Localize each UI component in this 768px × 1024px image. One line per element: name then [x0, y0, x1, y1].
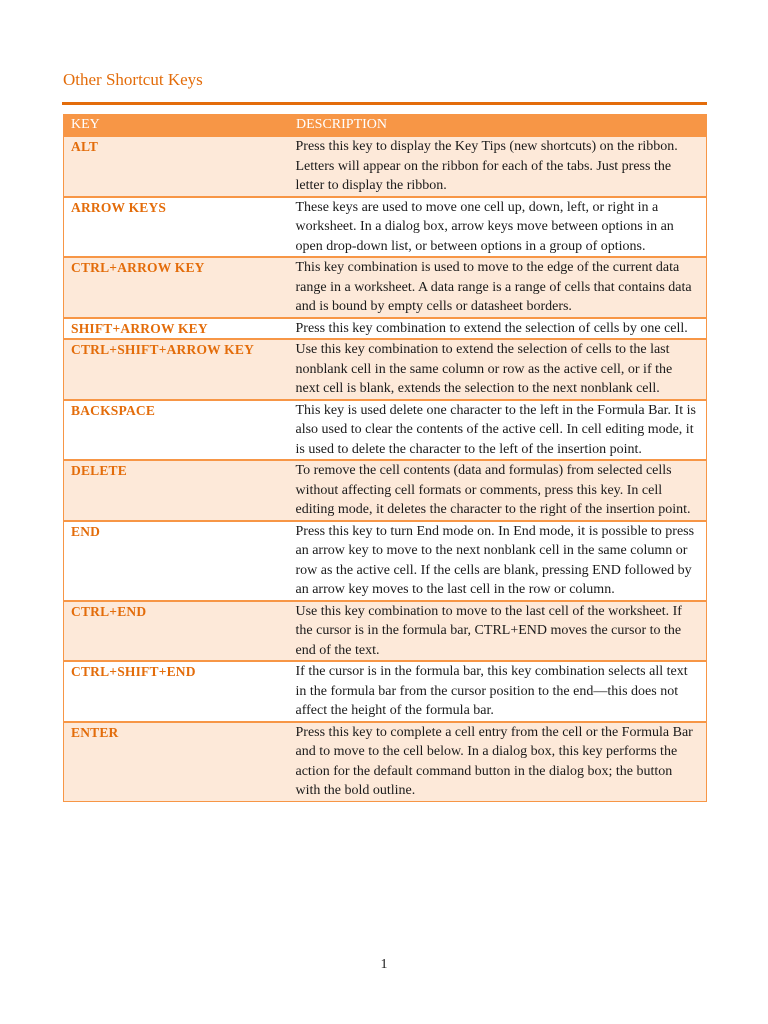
shortcut-key-cell: ENTER: [64, 722, 289, 802]
table-row: [64, 339, 707, 400]
section-title: Other Shortcut Keys: [63, 70, 203, 89]
table-row: [64, 197, 707, 258]
shortcut-description-cell: Press this key combination to extend the selection of cells by one cell.: [289, 318, 707, 340]
shortcut-description-cell: Press this key to turn End mode on. In End mode, it is possible to press an arrow key to move to the next nonblank cell in the same column or row as the active cell. If the cells are blank, pressing END followed by an arrow key moves to the last cell in the row or column.: [289, 521, 707, 601]
shortcut-key-cell: SHIFT+ARROW KEY: [64, 318, 289, 340]
shortcut-description-cell: These keys are used to move one cell up, down, left, or right in a worksheet. In a dialog box, arrow keys move between options in an open drop-down list, or between options in a group of options.: [289, 197, 707, 258]
shortcut-description-cell: Use this key combination to move to the last cell of the worksheet. If the cursor is in the formula bar, CTRL+END moves the cursor to the end of the text.: [289, 601, 707, 662]
shortcut-key-cell: DELETE: [64, 460, 289, 521]
shortcut-description-cell: Press this key to complete a cell entry from the cell or the Formula Bar and to move to the cell below. In a dialog box, this key performs the action for the default command button in the dialog box; the button with the bold outline.: [289, 722, 707, 802]
page-number: 1: [380, 957, 388, 972]
shortcut-key-cell: CTRL+END: [64, 601, 289, 662]
table-row: [64, 257, 707, 318]
shortcut-key-cell: BACKSPACE: [64, 400, 289, 461]
table-row: [64, 400, 707, 461]
shortcut-key-cell: CTRL+ARROW KEY: [64, 257, 289, 318]
table-row: [64, 318, 707, 340]
shortcut-key-cell: END: [64, 521, 289, 601]
shortcut-keys-table: [63, 114, 707, 802]
shortcut-description-cell: This key is used delete one character to the left in the Formula Bar. It is also used to clear the contents of the active cell. In cell editing mode, it is used to delete the character to the left of the insertion point.: [289, 400, 707, 461]
table-row: [64, 521, 707, 601]
shortcut-key-cell: ARROW KEYS: [64, 197, 289, 258]
shortcut-description-cell: To remove the cell contents (data and formulas) from selected cells without affecting cell formats or comments, press this key. In cell editing mode, it deletes the character to the right of the insertion point.: [289, 460, 707, 521]
shortcut-key-cell: CTRL+SHIFT+END: [64, 661, 289, 722]
column-header-description: DESCRIPTION: [289, 115, 707, 137]
table-row: [64, 601, 707, 662]
shortcut-description-cell: Press this key to display the Key Tips (new shortcuts) on the ribbon. Letters will appear on the ribbon for each of the tabs. Just press the letter to display the ribbon.: [289, 136, 707, 197]
table-row: [64, 460, 707, 521]
table-header-row: [64, 115, 707, 137]
shortcut-key-cell: ALT: [64, 136, 289, 197]
shortcut-description-cell: Use this key combination to extend the selection of cells to the last nonblank cell in the same column or row as the active cell, or if the next cell is blank, extends the selection to the next nonblank cell.: [289, 339, 707, 400]
table-row: [64, 722, 707, 802]
shortcut-description-cell: If the cursor is in the formula bar, this key combination selects all text in the formula bar from the cursor position to the end—this does not affect the height of the formula bar.: [289, 661, 707, 722]
column-header-key: KEY: [64, 115, 289, 137]
shortcut-key-cell: CTRL+SHIFT+ARROW KEY: [64, 339, 289, 400]
table-row: [64, 661, 707, 722]
shortcut-description-cell: This key combination is used to move to the edge of the current data range in a worksheet. A data range is a range of cells that contains data and is bound by empty cells or datasheet borders.: [289, 257, 707, 318]
title-divider: [62, 102, 707, 105]
table-row: [64, 136, 707, 197]
